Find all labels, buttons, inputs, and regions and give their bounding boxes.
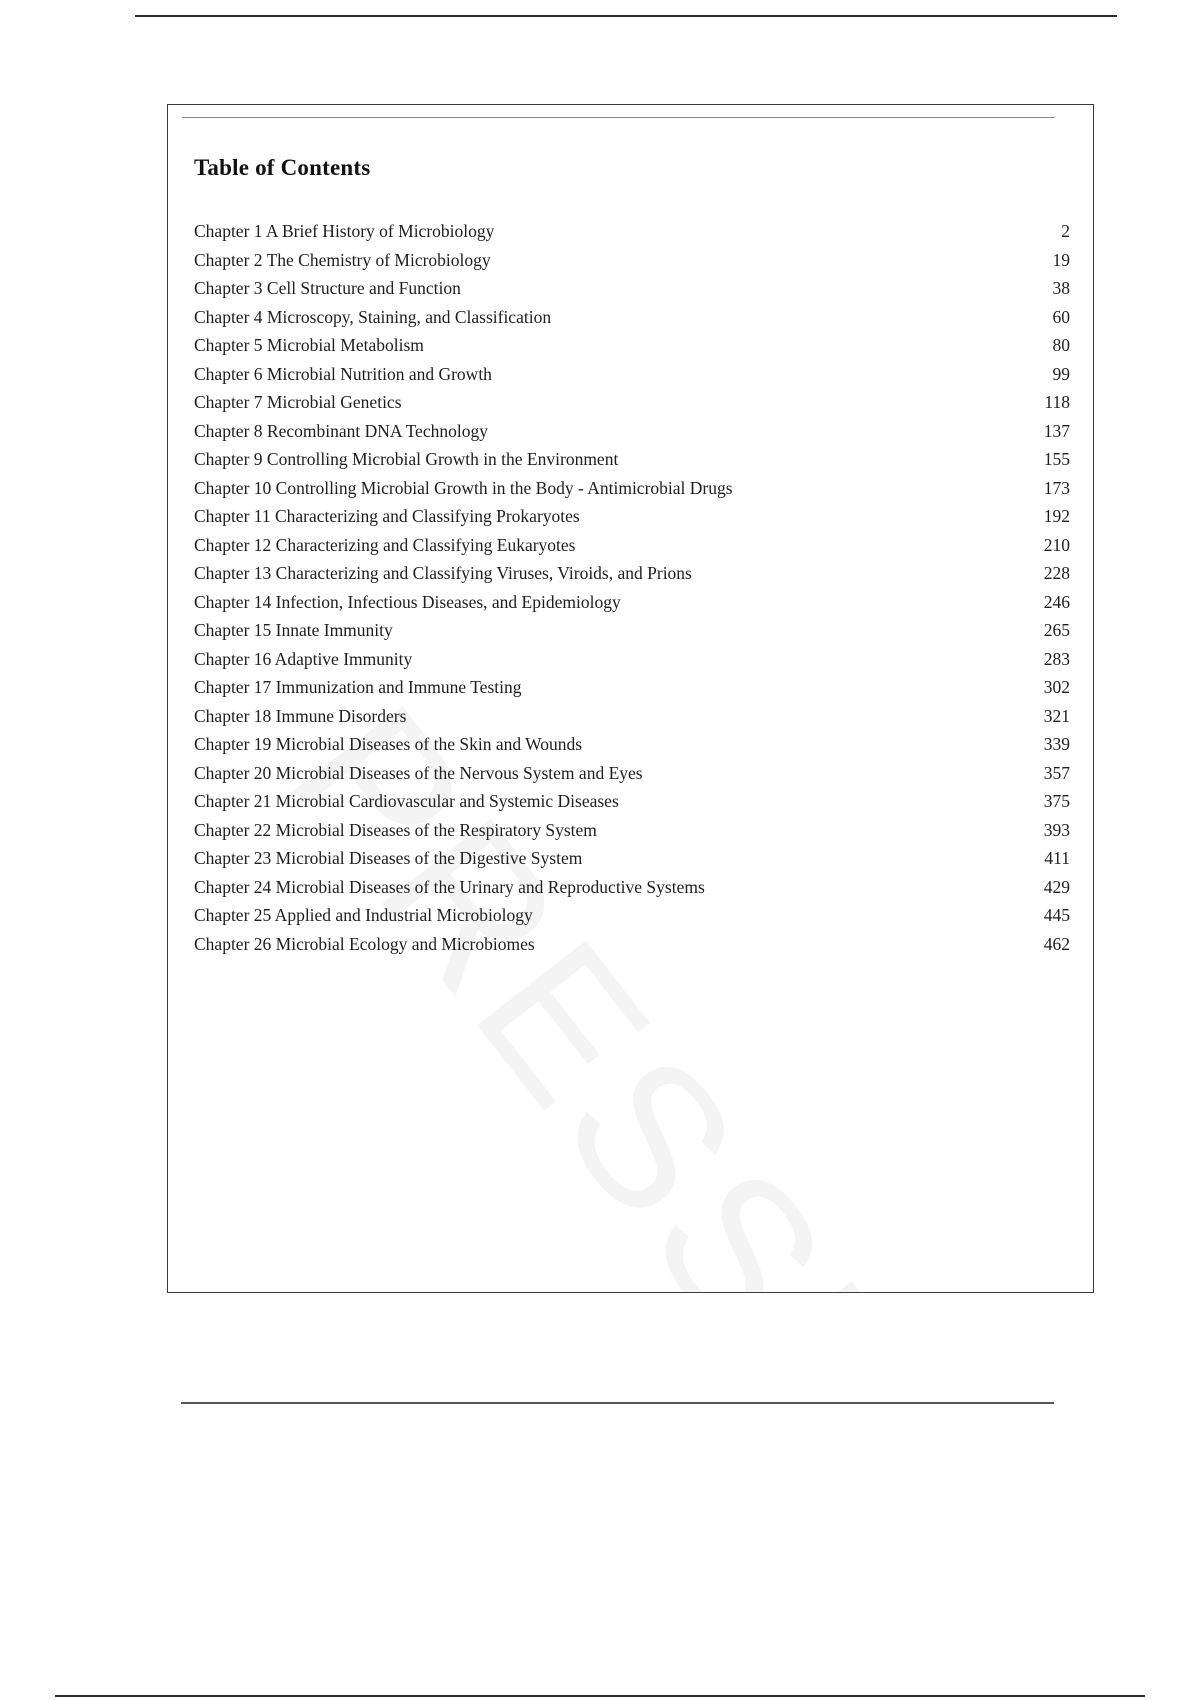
toc-entry-page-number: 173: [1043, 477, 1070, 498]
toc-entry-page-number: 411: [1044, 848, 1070, 868]
toc-entry[interactable]: [194, 506, 1070, 535]
toc-entry[interactable]: [194, 250, 1070, 279]
toc-entry-page-number: 445: [1043, 905, 1070, 925]
toc-entry[interactable]: [194, 763, 1070, 792]
toc-entry[interactable]: [194, 535, 1070, 564]
toc-entry-title: Chapter 25 Applied and Industrial Microbiology: [194, 905, 533, 925]
toc-entry-page-number: 246: [1043, 591, 1070, 612]
toc-entry-page-number: 265: [1043, 620, 1070, 640]
toc-entry-page-number: 38: [1052, 278, 1070, 298]
toc-entry[interactable]: [194, 478, 1070, 507]
toc-entry[interactable]: [194, 620, 1070, 649]
toc-entry[interactable]: [194, 877, 1070, 906]
toc-entry-title: Chapter 2 The Chemistry of Microbiology: [194, 249, 491, 270]
toc-entry-page-number: 283: [1043, 648, 1070, 669]
toc-entry-page-number: 393: [1043, 819, 1070, 840]
toc-entry-title: Chapter 23 Microbial Diseases of the Digestive System: [194, 848, 583, 868]
toc-entry[interactable]: [194, 563, 1070, 592]
toc-entry-title: Chapter 8 Recombinant DNA Technology: [194, 420, 488, 441]
toc-entry[interactable]: [194, 335, 1070, 364]
toc-entry[interactable]: [194, 734, 1070, 763]
toc-entry-title: Chapter 16 Adaptive Immunity: [194, 648, 413, 669]
toc-entry-title: Chapter 13 Characterizing and Classifying Viruses, Viroids, and Prions: [194, 563, 692, 583]
toc-entry-page-number: 192: [1043, 506, 1070, 526]
toc-entry-title: Chapter 9 Controlling Microbial Growth in the Environment: [194, 449, 619, 469]
toc-entry-page-number: 339: [1043, 734, 1070, 754]
toc-entry-title: Chapter 3 Cell Structure and Function: [194, 278, 461, 298]
page-title: Table of Contents: [194, 155, 371, 180]
toc-entry[interactable]: [194, 221, 1070, 250]
toc-entry-page-number: 137: [1043, 420, 1070, 441]
toc-entry[interactable]: [194, 449, 1070, 478]
toc-entry-title: Chapter 21 Microbial Cardiovascular and Systemic Diseases: [194, 791, 619, 811]
toc-entry-title: Chapter 6 Microbial Nutrition and Growth: [194, 363, 492, 384]
toc-entry-page-number: 302: [1043, 677, 1070, 697]
toc-entry-title: Chapter 14 Infection, Infectious Diseases, and Epidemiology: [194, 591, 621, 612]
toc-entry[interactable]: [194, 848, 1070, 877]
toc-entry[interactable]: [194, 677, 1070, 706]
page-top-rule: [135, 15, 1117, 17]
toc-entry-page-number: 375: [1043, 791, 1070, 811]
toc-entry[interactable]: [194, 934, 1070, 963]
toc-entry-title: Chapter 12 Characterizing and Classifying Eukaryotes: [194, 534, 576, 555]
toc-entry-page-number: 321: [1043, 705, 1070, 726]
toc-entry-page-number: 60: [1052, 306, 1070, 327]
footer-rule: [181, 1402, 1054, 1404]
toc-entry-page-number: 357: [1043, 762, 1070, 783]
toc-entry-title: Chapter 5 Microbial Metabolism: [194, 335, 424, 355]
toc-entry-title: Chapter 26 Microbial Ecology and Microbiomes: [194, 933, 535, 954]
toc-entry-page-number: 210: [1043, 534, 1070, 555]
toc-entry-title: Chapter 7 Microbial Genetics: [194, 392, 402, 412]
toc-entry-page-number: 155: [1043, 449, 1070, 469]
toc-entry-title: Chapter 18 Immune Disorders: [194, 705, 407, 726]
toc-entry-title: Chapter 20 Microbial Diseases of the Nervous System and Eyes: [194, 762, 643, 783]
toc-frame: [167, 104, 1094, 1293]
toc-entry[interactable]: [194, 791, 1070, 820]
toc-entry-page-number: 118: [1044, 392, 1070, 412]
toc-entry[interactable]: [194, 706, 1070, 735]
toc-entry[interactable]: [194, 278, 1070, 307]
toc-entry[interactable]: [194, 307, 1070, 336]
toc-entry[interactable]: [194, 820, 1070, 849]
toc-list: [194, 221, 1070, 962]
toc-entry-title: Chapter 24 Microbial Diseases of the Urinary and Reproductive Systems: [194, 876, 705, 897]
page-bottom-rule: [55, 1695, 1145, 1697]
toc-entry-page-number: 99: [1052, 363, 1070, 384]
toc-entry-title: Chapter 15 Innate Immunity: [194, 620, 393, 640]
toc-entry-page-number: 19: [1052, 249, 1070, 270]
toc-entry-page-number: 80: [1052, 335, 1070, 355]
toc-entry-page-number: 429: [1043, 876, 1070, 897]
toc-entry-title: Chapter 11 Characterizing and Classifying Prokaryotes: [194, 506, 580, 526]
toc-entry-title: Chapter 19 Microbial Diseases of the Skin and Wounds: [194, 734, 583, 754]
toc-entry[interactable]: [194, 905, 1070, 934]
toc-entry[interactable]: [194, 649, 1070, 678]
toc-entry[interactable]: [194, 364, 1070, 393]
toc-entry-title: Chapter 22 Microbial Diseases of the Respiratory System: [194, 819, 597, 840]
toc-entry-page-number: 462: [1043, 933, 1070, 954]
toc-entry-title: Chapter 17 Immunization and Immune Testing: [194, 677, 522, 697]
toc-entry-title: Chapter 1 A Brief History of Microbiology: [194, 221, 495, 241]
toc-entry-page-number: 228: [1043, 563, 1070, 583]
toc-entry-title: Chapter 4 Microscopy, Staining, and Classification: [194, 306, 552, 327]
toc-entry[interactable]: [194, 592, 1070, 621]
toc-entry-title: Chapter 10 Controlling Microbial Growth in the Body - Antimicrobial Drugs: [194, 477, 733, 498]
frame-top-rule: [182, 117, 1055, 118]
toc-entry[interactable]: [194, 421, 1070, 450]
toc-entry[interactable]: [194, 392, 1070, 421]
toc-entry-page-number: 2: [1061, 221, 1070, 241]
